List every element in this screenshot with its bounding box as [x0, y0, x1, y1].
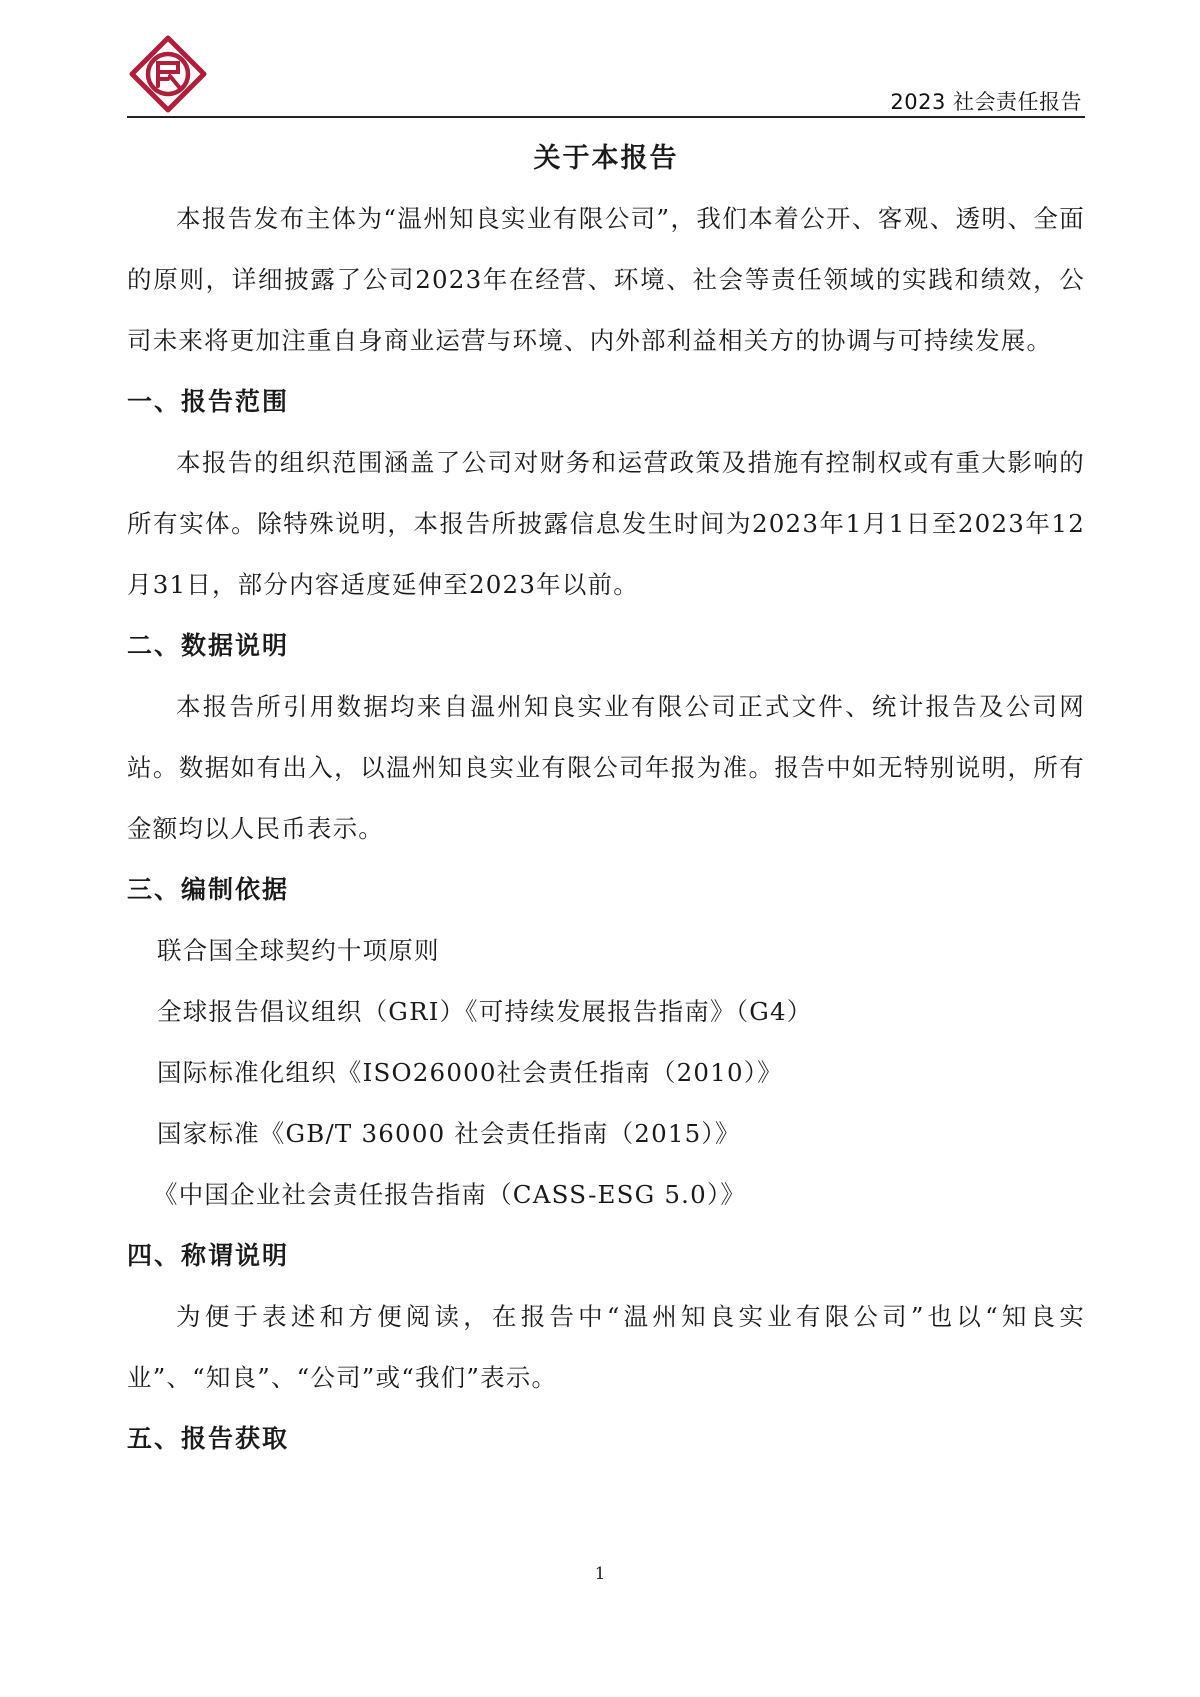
basis-list	[127, 920, 1085, 1225]
section-text-scope: 本报告的组织范围涵盖了公司对财务和运营政策及措施有控制权或有重大影响的所有实体。除特殊说明，本报告所披露信息发生时间为2023年1月1日至2023年12月31日，部分内容适度延伸至2023年以前。	[127, 448, 1085, 599]
section-text-terms: 为便于表述和方便阅读，在报告中“温州知良实业有限公司”也以“知良实业”、“知良”、“公司”或“我们”表示。	[127, 1302, 1085, 1392]
company-logo-icon	[128, 34, 208, 114]
page-title: 关于本报告	[533, 143, 679, 174]
list-item: 国际标准化组织《ISO26000社会责任指南（2010）》	[157, 1058, 783, 1087]
section-heading-basis: 三、编制依据	[127, 875, 290, 904]
list-item: 《中国企业社会责任报告指南（CASS-ESG 5.0）》	[153, 1180, 747, 1209]
section-heading-data: 二、数据说明	[127, 631, 290, 660]
list-item: 国家标准《GB/T 36000 社会责任指南（2015）》	[157, 1119, 741, 1148]
intro-paragraph: 本报告发布主体为“温州知良实业有限公司”，我们本着公开、客观、透明、全面的原则，详细披露了公司2023年在经营、环境、社会等责任领域的实践和绩效，公司未来将更加注重自身商业运营与环境、内外部利益相关方的协调与可持续发展。	[127, 204, 1085, 355]
section-heading-terms: 四、称谓说明	[127, 1241, 290, 1270]
section-heading-scope: 一、报告范围	[127, 387, 290, 416]
section-heading-access: 五、报告获取	[127, 1424, 290, 1453]
header-report-title: 2023 社会责任报告	[890, 90, 1082, 114]
section-text-data: 本报告所引用数据均来自温州知良实业有限公司正式文件、统计报告及公司网站。数据如有出入，以温州知良实业有限公司年报为准。报告中如无特别说明，所有金额均以人民币表示。	[127, 692, 1085, 843]
header-divider	[127, 116, 1085, 118]
page-number: 1	[594, 1564, 606, 1584]
report-content	[127, 130, 1085, 1469]
list-item: 全球报告倡议组织（GRI）《可持续发展报告指南》（G4）	[157, 997, 813, 1026]
list-item: 联合国全球契约十项原则	[157, 936, 440, 965]
